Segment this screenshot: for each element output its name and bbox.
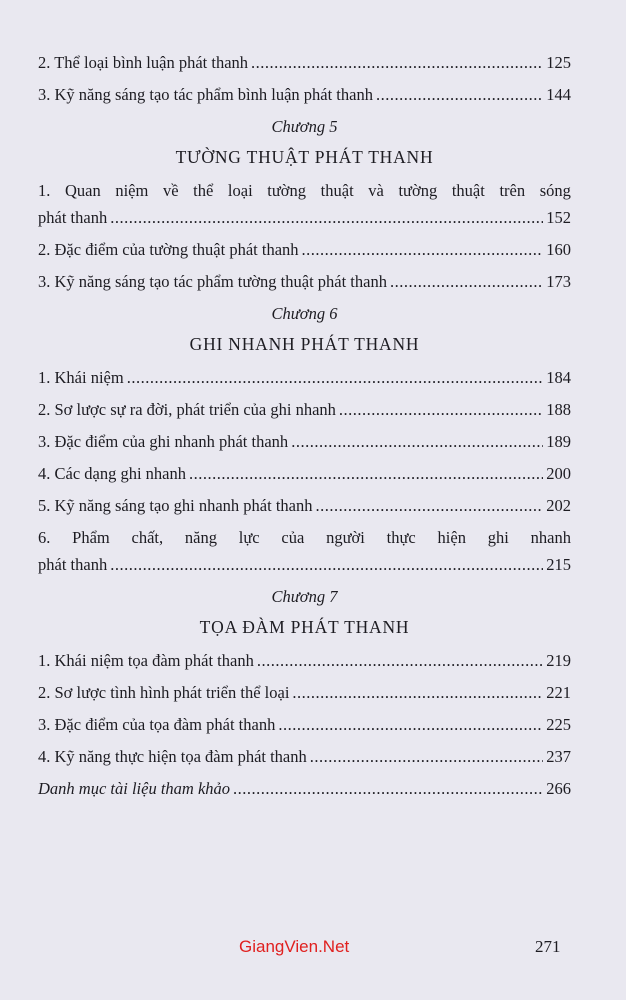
toc-entry-page: 184: [546, 368, 571, 387]
chapter-heading: Chương 7: [271, 587, 338, 606]
toc-entry-page: 266: [546, 779, 571, 798]
toc-entry-page: 225: [546, 715, 571, 734]
leader-dots: [233, 778, 543, 799]
toc-entry-page: 144: [546, 85, 571, 104]
toc-entry-page: 152: [546, 208, 571, 227]
toc-entry[interactable]: [38, 431, 571, 452]
toc-entry-page: 173: [546, 272, 571, 291]
leader-dots: [291, 431, 543, 452]
leader-dots: [251, 52, 543, 73]
leader-dots: [257, 650, 543, 671]
toc-entry-label: 4. Kỹ năng thực hiện tọa đàm phát thanh: [38, 747, 307, 766]
toc-entry-label-cont: phát thanh: [38, 208, 108, 227]
toc-entry-label: 1. Khái niệm tọa đàm phát thanh: [38, 651, 254, 670]
leader-dots: [390, 271, 543, 292]
leader-dots: [110, 207, 543, 228]
toc-entry[interactable]: [38, 180, 571, 228]
toc-entry-page: 200: [546, 464, 571, 483]
watermark-site: GiangVien.Net: [239, 937, 350, 956]
toc-entry-label: 2. Đặc điểm của tường thuật phát thanh: [38, 240, 299, 259]
toc-entry-label: 5. Kỹ năng sáng tạo ghi nhanh phát thanh: [38, 496, 313, 515]
leader-dots: [302, 239, 544, 260]
toc-entry[interactable]: [38, 714, 571, 735]
chapter-title: TƯỜNG THUẬT PHÁT THANH: [175, 147, 434, 167]
leader-dots: [310, 746, 543, 767]
toc-entry-label: 1. Quan niệm về thể loại tường thuật và tường thuật trên sóng: [38, 181, 571, 200]
toc-entry[interactable]: [38, 367, 571, 388]
chapter-heading: Chương 6: [271, 304, 338, 323]
toc-entry-label: 1. Khái niệm: [38, 368, 124, 387]
toc-entry-label: 2. Sơ lược tình hình phát triển thể loại: [38, 683, 290, 702]
toc-entry[interactable]: [38, 52, 571, 73]
toc-entry[interactable]: [38, 650, 571, 671]
toc-entry-label: 6. Phẩm chất, năng lực của người thực hiện ghi nhanh: [38, 528, 571, 547]
toc-entry-page: 189: [546, 432, 571, 451]
toc-entry[interactable]: [38, 84, 571, 105]
toc-entry-label: 2. Sơ lược sự ra đời, phát triển của ghi nhanh: [38, 400, 336, 419]
toc-entry-label: 3. Kỹ năng sáng tạo tác phẩm bình luận phát thanh: [38, 85, 373, 104]
toc-entry[interactable]: [38, 399, 571, 420]
table-of-contents: [38, 52, 571, 810]
toc-entry-page: 219: [546, 651, 571, 670]
toc-entry[interactable]: [38, 682, 571, 703]
toc-entry-page: 215: [546, 555, 571, 574]
toc-entry-label: 4. Các dạng ghi nhanh: [38, 464, 187, 483]
toc-entry-page: 160: [546, 240, 571, 259]
toc-entry-label: Danh mục tài liệu tham khảo: [38, 779, 231, 798]
toc-entry-references[interactable]: [38, 778, 571, 799]
chapter-title: TỌA ĐÀM PHÁT THANH: [199, 617, 410, 637]
toc-entry-page: 221: [546, 683, 571, 702]
toc-entry[interactable]: [38, 495, 571, 516]
leader-dots: [127, 367, 544, 388]
toc-entry-label: 3. Đặc điểm của tọa đàm phát thanh: [38, 715, 276, 734]
toc-entry-label-cont: phát thanh: [38, 555, 108, 574]
toc-entry[interactable]: [38, 527, 571, 575]
leader-dots: [278, 714, 543, 735]
leader-dots: [316, 495, 544, 516]
toc-entry[interactable]: [38, 271, 571, 292]
chapter-heading: Chương 5: [271, 117, 338, 136]
leader-dots: [110, 554, 543, 575]
toc-entry[interactable]: [38, 463, 571, 484]
toc-entry-label: 3. Đặc điểm của ghi nhanh phát thanh: [38, 432, 289, 451]
toc-entry-page: 125: [546, 53, 571, 72]
leader-dots: [292, 682, 543, 703]
leader-dots: [189, 463, 543, 484]
toc-entry[interactable]: [38, 239, 571, 260]
page-number: 271: [535, 937, 561, 956]
leader-dots: [339, 399, 543, 420]
chapter-title: GHI NHANH PHÁT THANH: [189, 334, 420, 354]
toc-entry-page: 237: [546, 747, 571, 766]
toc-entry-label: 3. Kỹ năng sáng tạo tác phẩm tường thuật phát thanh: [38, 272, 387, 291]
toc-entry[interactable]: [38, 746, 571, 767]
toc-entry-page: 188: [546, 400, 571, 419]
toc-entry-label: 2. Thể loại bình luận phát thanh: [38, 53, 249, 72]
leader-dots: [376, 84, 543, 105]
toc-entry-page: 202: [546, 496, 571, 515]
